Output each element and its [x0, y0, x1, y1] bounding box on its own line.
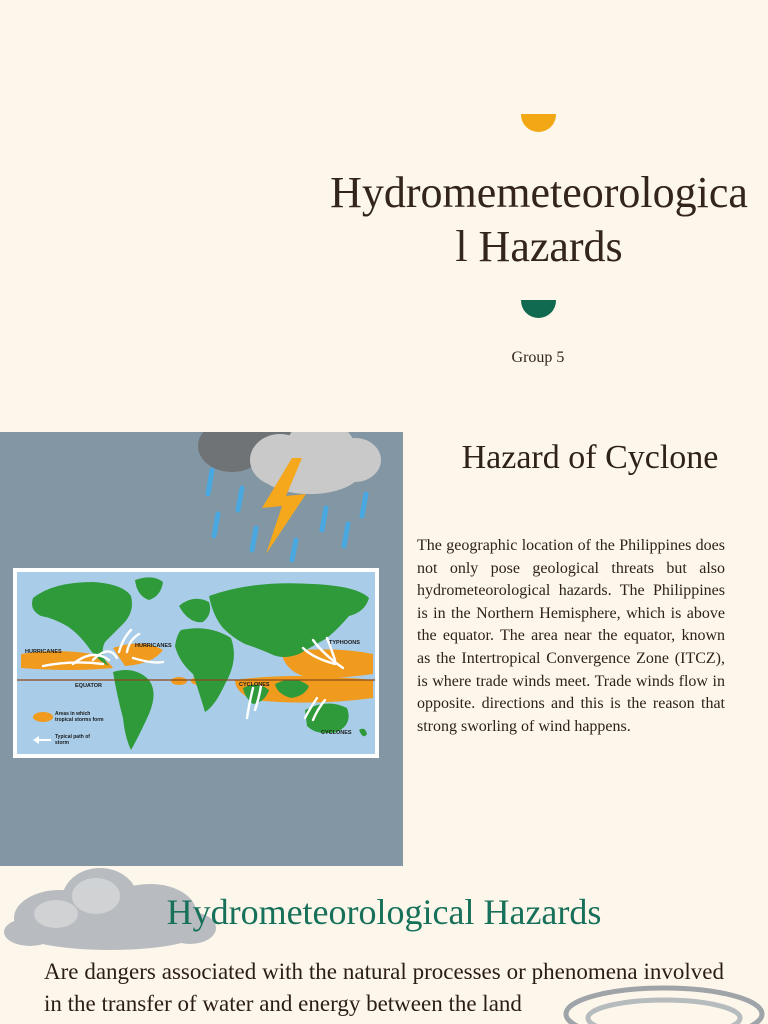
cyclone-slide [0, 432, 768, 866]
map-label-equator: EQUATOR [75, 683, 102, 689]
section-body: The geographic location of the Philippines does not only pose geological threats but also hydrometeorological hazards. The Philippines is in the Northern Hemisphere, which is above the equator. The area near the equator, known as the Intertropical Convergence Zone (ITCZ), is where trade winds meet. Trade winds flow in opposite. directions and this is the reason that strong sworling of wind happens. [417, 537, 725, 735]
map-label-cyclones-south: CYCLONES [321, 730, 352, 736]
illustration-panel [0, 432, 403, 866]
map-label-typhoons: TYPHOONS [329, 640, 360, 646]
definition-slide [0, 866, 768, 1024]
section-title: Hazard of Cyclone [461, 439, 719, 476]
map-legend-area: Areas in which tropical storms form [55, 711, 104, 723]
definition-body: Are dangers associated with the natural processes or phenomena involved in the transfer of water and energy between the land [44, 959, 724, 1016]
title-slide [0, 0, 768, 432]
map-label-cyclones-north: CYCLONES [239, 682, 270, 688]
tornado-swirl-icon [560, 974, 768, 1024]
legend-swatch [33, 712, 53, 722]
map-legend-path: Typical path of storm [55, 734, 90, 746]
definition-title: Hydrometeorological Hazards [166, 892, 602, 932]
storm-cloud-lightning-rain-icon [0, 432, 403, 572]
subtitle: Group 5 [511, 349, 565, 366]
map-label-hurricanes-east: HURRICANES [135, 643, 172, 649]
green-semicircle-decoration [521, 300, 556, 318]
map-label-hurricanes-west: HURRICANES [25, 649, 62, 655]
world-storm-map [13, 568, 379, 758]
page-title: Hydromemeteorological Hazards [330, 168, 748, 271]
orange-semicircle-decoration [521, 114, 556, 132]
